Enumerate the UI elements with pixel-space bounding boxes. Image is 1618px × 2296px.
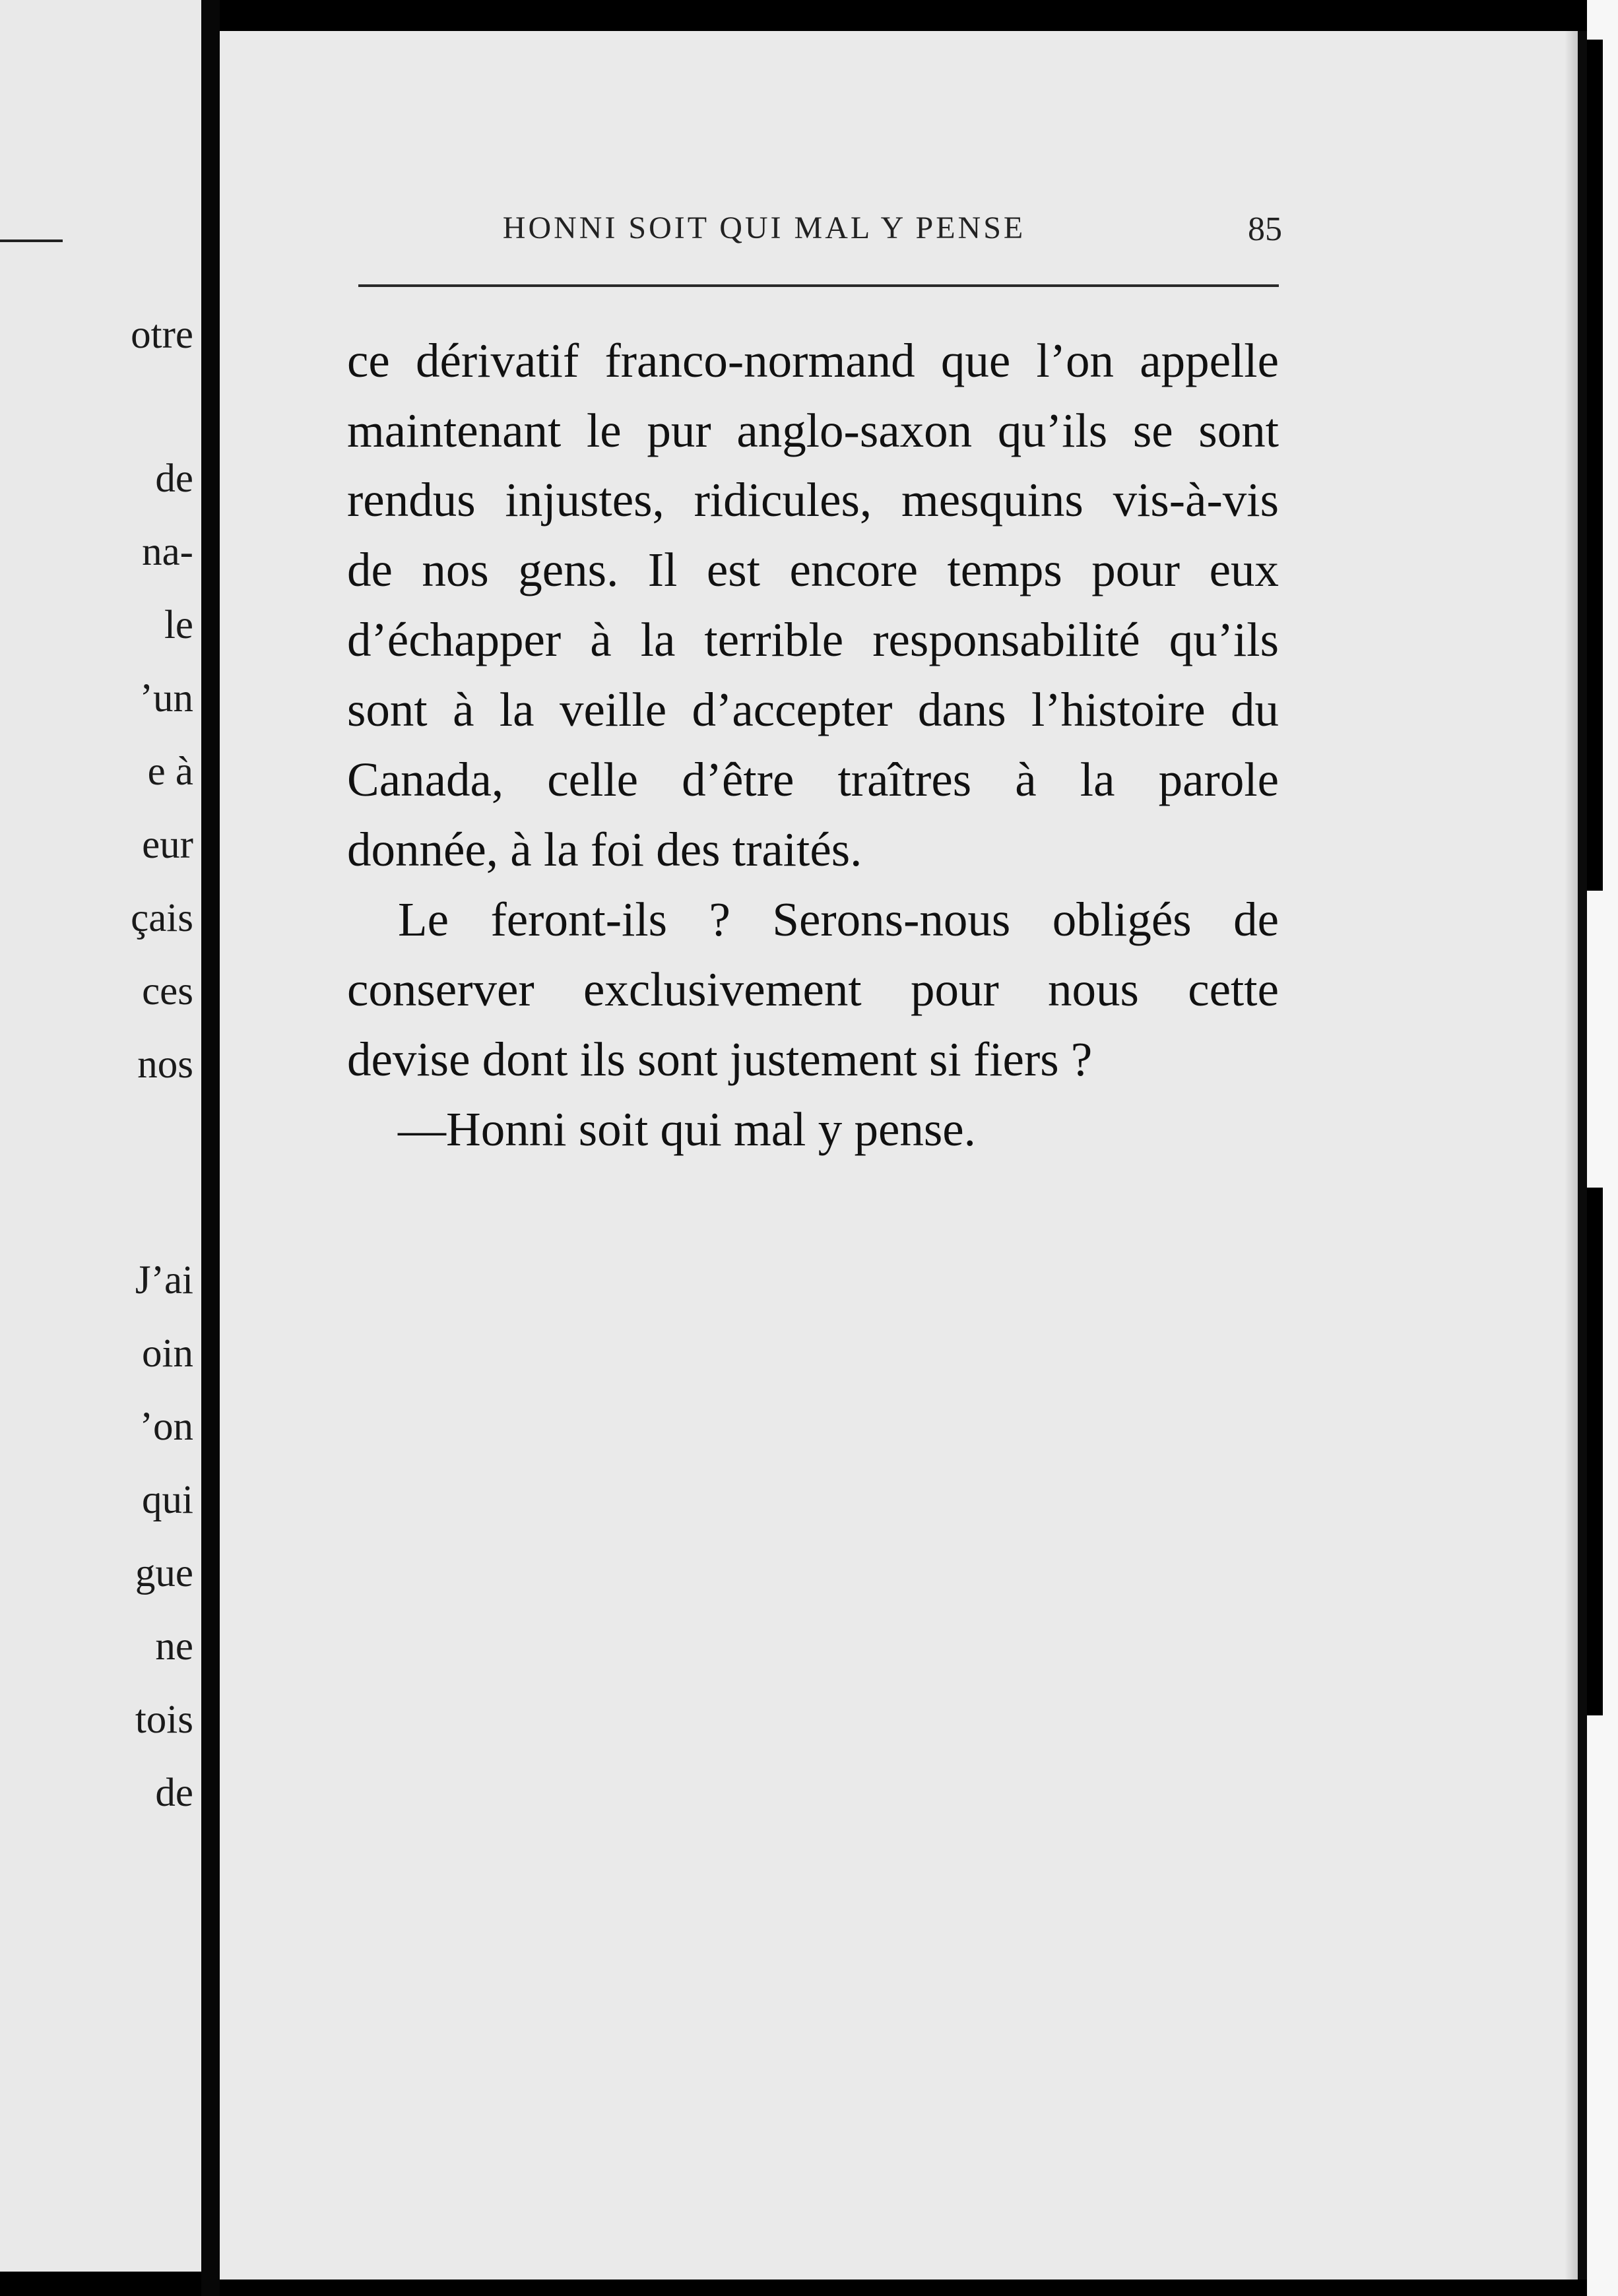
left-page-fragment: ces	[142, 969, 193, 1013]
text-line: d’échapper à la terrible responsabilité qu’ils	[347, 613, 1279, 666]
text-line: de nos gens. Il est encore temps pour eux	[347, 543, 1279, 596]
text-line: conserver exclusivement pour nous cette	[347, 963, 1279, 1016]
page-number: 85	[1248, 210, 1282, 248]
left-page-fragment: qui	[142, 1478, 193, 1522]
text-line: rendus injustes, ridicules, mesquins vis-à-vis	[347, 473, 1279, 526]
scan-edge-mark	[1587, 40, 1603, 891]
left-page-fragment: e à	[147, 749, 193, 794]
left-page-fragment: nos	[137, 1042, 193, 1087]
left-page	[0, 0, 201, 2272]
left-page-fragment: le	[164, 603, 193, 647]
left-page-fragment: de	[155, 457, 193, 501]
left-page-fragment: ’un	[139, 676, 193, 720]
left-page-rule	[0, 239, 63, 242]
text-line: maintenant le pur anglo-saxon qu’ils se sont	[347, 404, 1279, 457]
left-page-fragment: tois	[135, 1698, 193, 1742]
left-page-fragment: J’ai	[135, 1258, 193, 1302]
left-page-fragment: gue	[135, 1551, 193, 1595]
left-page-fragment: eur	[142, 823, 193, 867]
left-page-fragment: çais	[131, 896, 193, 940]
left-page-fragment: ’on	[139, 1405, 193, 1449]
text-line: Canada, celle d’être traîtres à la parole	[347, 753, 1279, 806]
text-line: Le feront-ils ? Serons-nous obligés de	[398, 893, 1279, 946]
header-rule	[358, 284, 1279, 287]
right-page	[220, 31, 1578, 2280]
page-edge-shadow	[1565, 31, 1578, 2280]
page-edge-border	[1578, 31, 1587, 2280]
running-head: HONNI SOIT QUI MAL Y PENSE	[502, 210, 1026, 245]
book-gutter	[201, 0, 220, 2296]
scan-edge-mark	[1587, 1188, 1603, 1715]
scan-margin	[1587, 0, 1618, 2296]
left-page-fragment: de	[155, 1771, 193, 1815]
text-line: devise dont ils sont justement si fiers ?	[347, 1033, 1093, 1086]
text-line: —Honni soit qui mal y pense.	[398, 1102, 976, 1156]
left-page-fragment: otre	[131, 313, 193, 357]
text-line: ce dérivatif franco-normand que l’on appelle	[347, 334, 1279, 387]
left-page-fragment: ne	[155, 1624, 193, 1669]
text-line: sont à la veille d’accepter dans l’histoire du	[347, 683, 1279, 736]
left-page-fragment: oin	[142, 1331, 193, 1376]
text-line: donnée, à la foi des traités.	[347, 823, 862, 876]
left-page-fragment: na-	[142, 530, 193, 574]
